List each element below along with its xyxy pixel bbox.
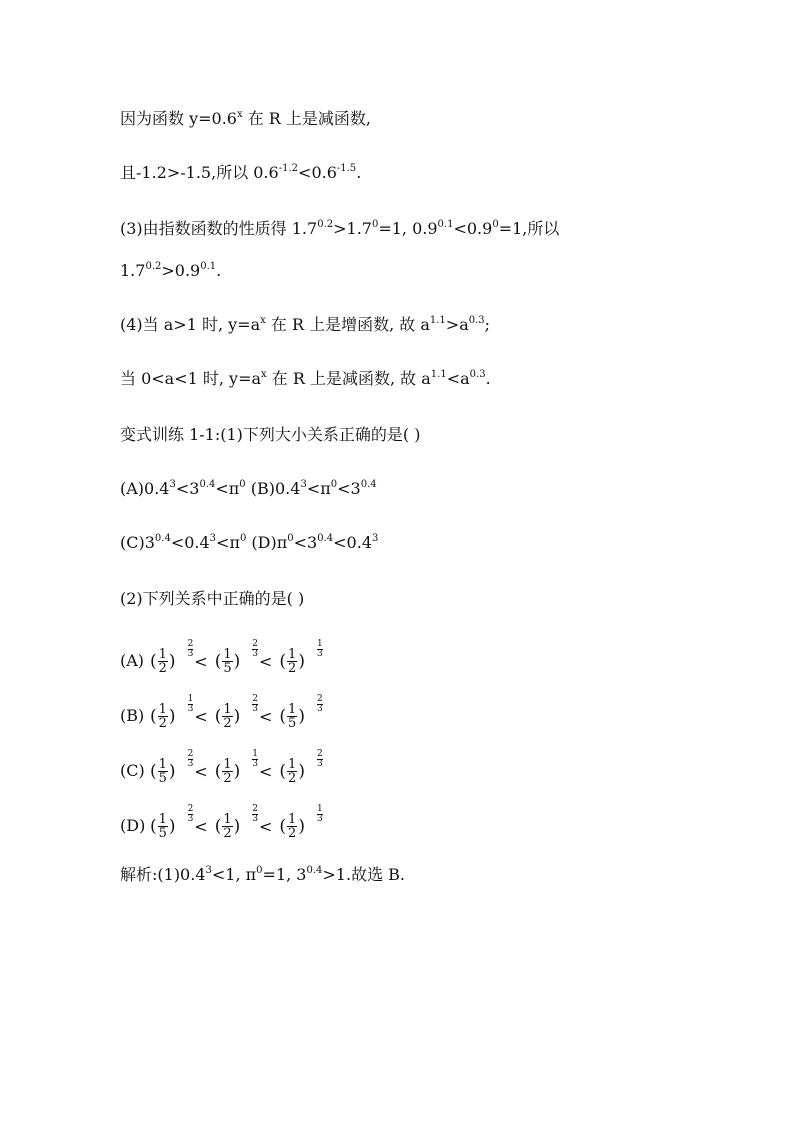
exponent-numerator: 2 [252,694,258,704]
base-numerator: 1 [158,757,167,772]
option-label: (D) [120,816,146,835]
paren-open: ( [150,761,157,782]
paren-close: ) [298,651,305,672]
base-denominator: 2 [158,661,167,676]
base-denominator: 5 [223,661,232,676]
base-numerator: 1 [288,812,297,827]
power-term [150,750,209,785]
exponent-denominator: 3 [252,649,258,659]
less-than-sign: < [194,816,208,836]
answer-analysis: 解析$:(1)0.4^3<1$, $\pi^0=1$, $3^{0.4}>1$.故选 B. [120,865,405,884]
exponent-numerator: 1 [187,694,194,704]
paren-open: ( [279,651,287,672]
less-than-sign: < [259,651,273,671]
base-fraction [158,758,168,785]
power-term [150,695,209,730]
exponent-fraction [188,640,194,659]
exponent-denominator: 3 [252,704,258,714]
exercise-2-option-c [120,750,329,785]
exponent-fraction [252,640,258,659]
base-fraction [158,703,168,730]
power-term [150,640,209,675]
option-label: (C) [120,761,145,780]
exponent-denominator: 3 [316,759,323,769]
base-numerator: 1 [223,702,232,717]
base-denominator: 2 [288,771,297,786]
option-label: (A) [120,651,145,670]
exponent-denominator: 3 [187,814,194,824]
exercise-1-question: 变式训练 1-1:(1)下列大小关系正确的是( ) [120,425,421,444]
base-denominator: 2 [223,716,232,731]
paren-open: ( [279,706,287,727]
power-term [215,750,274,785]
less-than-sign: < [194,706,208,726]
exercise-2-question: (2)下列关系中正确的是( ) [120,589,305,608]
exponent-numerator: 1 [316,804,323,814]
power-term [215,695,274,730]
base-fraction [158,813,168,840]
base-fraction [222,703,232,730]
power-term [279,750,322,785]
base-numerator: 1 [158,702,167,717]
base-denominator: 2 [288,826,297,841]
base-denominator: 2 [288,661,297,676]
paren-close: ) [168,761,176,782]
exponent-fraction [252,695,258,714]
less-than-sign: < [194,761,208,781]
exponent-denominator: 3 [252,759,258,769]
base-fraction [222,758,232,785]
paren-close: ) [233,651,241,672]
paren-open: ( [214,651,222,672]
paren-open: ( [279,816,287,837]
exponent-fraction [188,805,194,824]
power-term [215,640,274,675]
exercise-1-options-cd: $(C)3^{0.4}<0.4^3<\pi^0$ $(D)\pi^0<3^{0.4}<0.4^3$ [120,533,379,552]
exponent-numerator: 2 [187,749,194,759]
less-than-sign: < [259,706,273,726]
base-fraction [287,758,297,785]
exponent-denominator: 3 [316,649,323,659]
base-denominator: 5 [288,716,297,731]
paren-open: ( [214,761,222,782]
option-label: (B) [120,706,145,725]
exponent-fraction [252,805,258,824]
exponent-denominator: 3 [187,759,194,769]
paren-open: ( [150,651,157,672]
base-numerator: 1 [223,812,232,827]
exponent-numerator: 2 [252,639,258,649]
exponent-numerator: 2 [316,694,323,704]
exponent-numerator: 2 [187,804,194,814]
exponent-denominator: 3 [316,704,323,714]
base-fraction [222,648,232,675]
paren-open: ( [214,816,222,837]
paren-open: ( [150,706,157,727]
exponent-fraction [317,695,323,714]
base-fraction [222,813,232,840]
power-term [215,805,274,840]
paren-close: ) [298,761,305,782]
paren-close: ) [298,816,305,837]
text-line-part-3-cont: $1.7^{0.2}>0.9^{0.1}$. [120,261,222,280]
paren-open: ( [279,761,287,782]
less-than-sign: < [259,816,273,836]
exponent-fraction [252,750,258,769]
base-numerator: 1 [288,702,297,717]
exponent-denominator: 3 [316,814,323,824]
exponent-numerator: 1 [252,749,258,759]
power-term [279,805,322,840]
base-fraction [287,703,297,730]
paren-close: ) [233,761,241,782]
exponent-numerator: 1 [316,639,323,649]
power-term [279,640,322,675]
paren-close: ) [168,651,176,672]
text-line-part-4: (4)当 a>1 时, $y=a^x$ 在 R 上是增函数, 故 $a^{1.1}>a^{0.3}$; [120,315,491,334]
base-numerator: 1 [158,812,167,827]
exponent-numerator: 2 [187,639,194,649]
base-numerator: 1 [223,647,232,662]
base-denominator: 2 [223,826,232,841]
base-denominator: 5 [158,771,167,786]
text-line-part-4-cont: 当 0<a<1 时, $y=a^x$ 在 R 上是减函数, 故 $a^{1.1}<a^{0.3}$. [120,369,491,388]
paren-close: ) [168,706,176,727]
exercise-2-option-d [120,805,329,840]
exercise-1-options-ab: $(A)0.4^3<3^{0.4}<\pi^0$ $(B)0.4^3<\pi^0<3^{0.4}$ [120,479,377,498]
exercise-2-option-b [120,695,329,730]
exponent-numerator: 2 [252,804,258,814]
base-fraction [287,648,297,675]
base-fraction [158,648,168,675]
exponent-denominator: 3 [187,704,194,714]
exponent-fraction [317,640,323,659]
paren-close: ) [233,706,241,727]
paren-close: ) [298,706,305,727]
exponent-fraction [188,750,194,769]
paren-close: ) [233,816,241,837]
text-line-function-decreasing: 因为函数 $y=0.6^x$ 在 R 上是减函数, [120,109,372,128]
base-denominator: 5 [158,826,167,841]
paren-open: ( [214,706,222,727]
power-term [150,805,209,840]
base-numerator: 1 [288,647,297,662]
paren-close: ) [168,816,176,837]
base-numerator: 1 [223,757,232,772]
text-line-part-3: (3)由指数函数的性质得 $1.7^{0.2}>1.7^0=1$, $0.9^{0.1}<0.9^0=1$,所以 [120,219,560,238]
exponent-fraction [188,695,194,714]
base-fraction [287,813,297,840]
base-numerator: 1 [288,757,297,772]
base-numerator: 1 [158,647,167,662]
text-line-comparison-1: 且-1.2>-1.5,所以 $0.6^{-1.2}<0.6^{-1.5}$. [120,163,362,182]
exponent-denominator: 3 [252,814,258,824]
paren-open: ( [150,816,157,837]
exponent-fraction [317,805,323,824]
exponent-denominator: 3 [187,649,194,659]
less-than-sign: < [194,651,208,671]
exponent-numerator: 2 [316,749,323,759]
exponent-fraction [317,750,323,769]
base-denominator: 2 [223,771,232,786]
power-term [279,695,322,730]
exercise-2-option-a [120,640,329,675]
less-than-sign: < [259,761,273,781]
base-denominator: 2 [158,716,167,731]
